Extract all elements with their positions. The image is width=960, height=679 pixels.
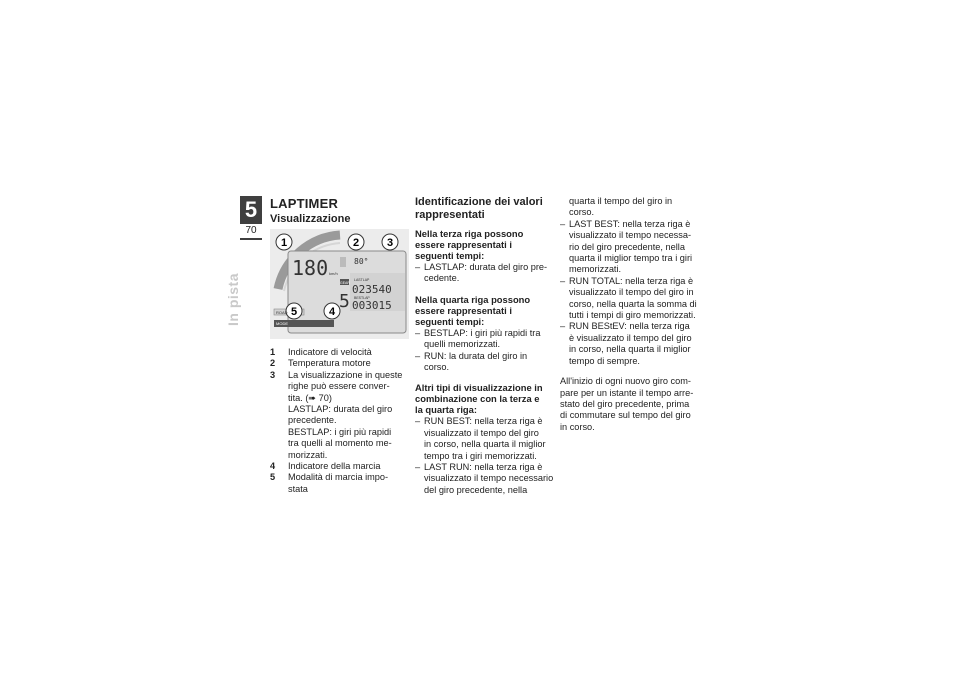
speed-readout: 180 — [292, 256, 329, 280]
list-other — [415, 416, 555, 496]
dashboard-figure — [270, 229, 409, 339]
subheading-row4: Nella quarta riga possono essere rappresentati i seguenti tempi: — [415, 293, 531, 327]
row3-readout: 023540 — [352, 283, 392, 296]
section-label: In pista — [225, 272, 241, 326]
legend-item: 5 Modalità di marcia impo- stata — [270, 472, 389, 494]
temp-readout: 80° — [354, 257, 369, 266]
page-title: LAPTIMER — [270, 196, 339, 211]
list-row4 — [415, 328, 555, 374]
list-item: – LAST BEST: nella terza riga è visualizzato il tempo necessa- rio del giro precedente, nella quarta il miglior tempo tra i giri memorizzati. — [560, 218, 693, 275]
mode-value: ROAD — [276, 310, 288, 315]
list-item: – LASTLAP: durata del giro pre- cedente. — [415, 262, 548, 284]
list-item: – RUN BEST: nella terza riga è visualizzato il tempo del giro in corso, nella quarta il miglior tempo tra i giri memorizzati. — [415, 416, 546, 461]
column-identification — [415, 196, 555, 496]
mode-label: MODE — [276, 321, 288, 326]
closing-paragraph: All'inizio di ogni nuovo giro com- pare per un istante il tempo arre- stato del giro precedente, prima di commutare sul tempo del giro in corso. — [560, 376, 694, 432]
instrument-cluster-illustration — [270, 229, 409, 339]
row3-label: LASTLAP — [354, 278, 370, 282]
subheading-other: Altri tipi di visualizzazione in combinazione con la terza e la quarta riga: — [415, 382, 543, 416]
list-item: – RUN: la durata del giro in corso. — [415, 350, 528, 373]
list-item: – LAST RUN: nella terza riga è visualizzato il tempo necessario del giro precedente, nella — [415, 462, 554, 495]
column-continued — [560, 196, 700, 433]
page-number: 70 — [240, 224, 262, 238]
row4-label: BESTLAP — [354, 296, 370, 300]
list-item: – RUN BEStEV: nella terza riga è visualizzato il tempo del giro in corso, nella quarta il miglior tempo di sempre. — [560, 321, 692, 366]
callout-3: 3 — [386, 237, 394, 249]
list-continued — [560, 219, 700, 367]
continued-text: quarta il tempo del giro in corso. — [569, 196, 673, 218]
gear-label: GEAR — [340, 281, 350, 285]
column-laptimer — [270, 196, 410, 495]
section-subtitle: Visualizzazione — [270, 213, 351, 225]
section-heading: Identificazione dei valori rappresentati — [415, 196, 543, 221]
legend-item: 3 La visualizzazione in queste righe può essere conver- tita. (➠ 70) LASTLAP: durata del giro precedente. BESTLAP: i giri più rapidi tra quelli al momento me- morizzati. — [270, 369, 403, 460]
callout-4: 4 — [328, 306, 336, 318]
figure-legend — [270, 347, 410, 495]
legend-item: 1 Indicatore di velocità — [270, 347, 372, 357]
list-item: – RUN TOTAL: nella terza riga è visualizzato il tempo del giro in corso, nella quarta la somma di tutti i tempi di giro memorizzati. — [560, 275, 697, 321]
speed-unit: km/h — [329, 271, 338, 276]
subheading-row3: Nella terza riga possono essere rappresentati i seguenti tempi: — [415, 228, 524, 261]
callout-5: 5 — [290, 306, 298, 318]
row4-readout: 003015 — [352, 299, 392, 312]
gear-readout: 5 — [339, 291, 350, 312]
chapter-tab — [240, 196, 262, 240]
list-row3 — [415, 262, 555, 285]
callout-2: 2 — [352, 237, 360, 249]
legend-item: 2 Temperatura motore — [270, 358, 371, 369]
chapter-number: 5 — [244, 197, 258, 222]
list-item: – BESTLAP: i giri più rapidi tra quelli memorizzati. — [415, 327, 541, 350]
legend-item: 4 Indicatore della marcia — [270, 461, 381, 472]
callout-1: 1 — [280, 237, 288, 249]
